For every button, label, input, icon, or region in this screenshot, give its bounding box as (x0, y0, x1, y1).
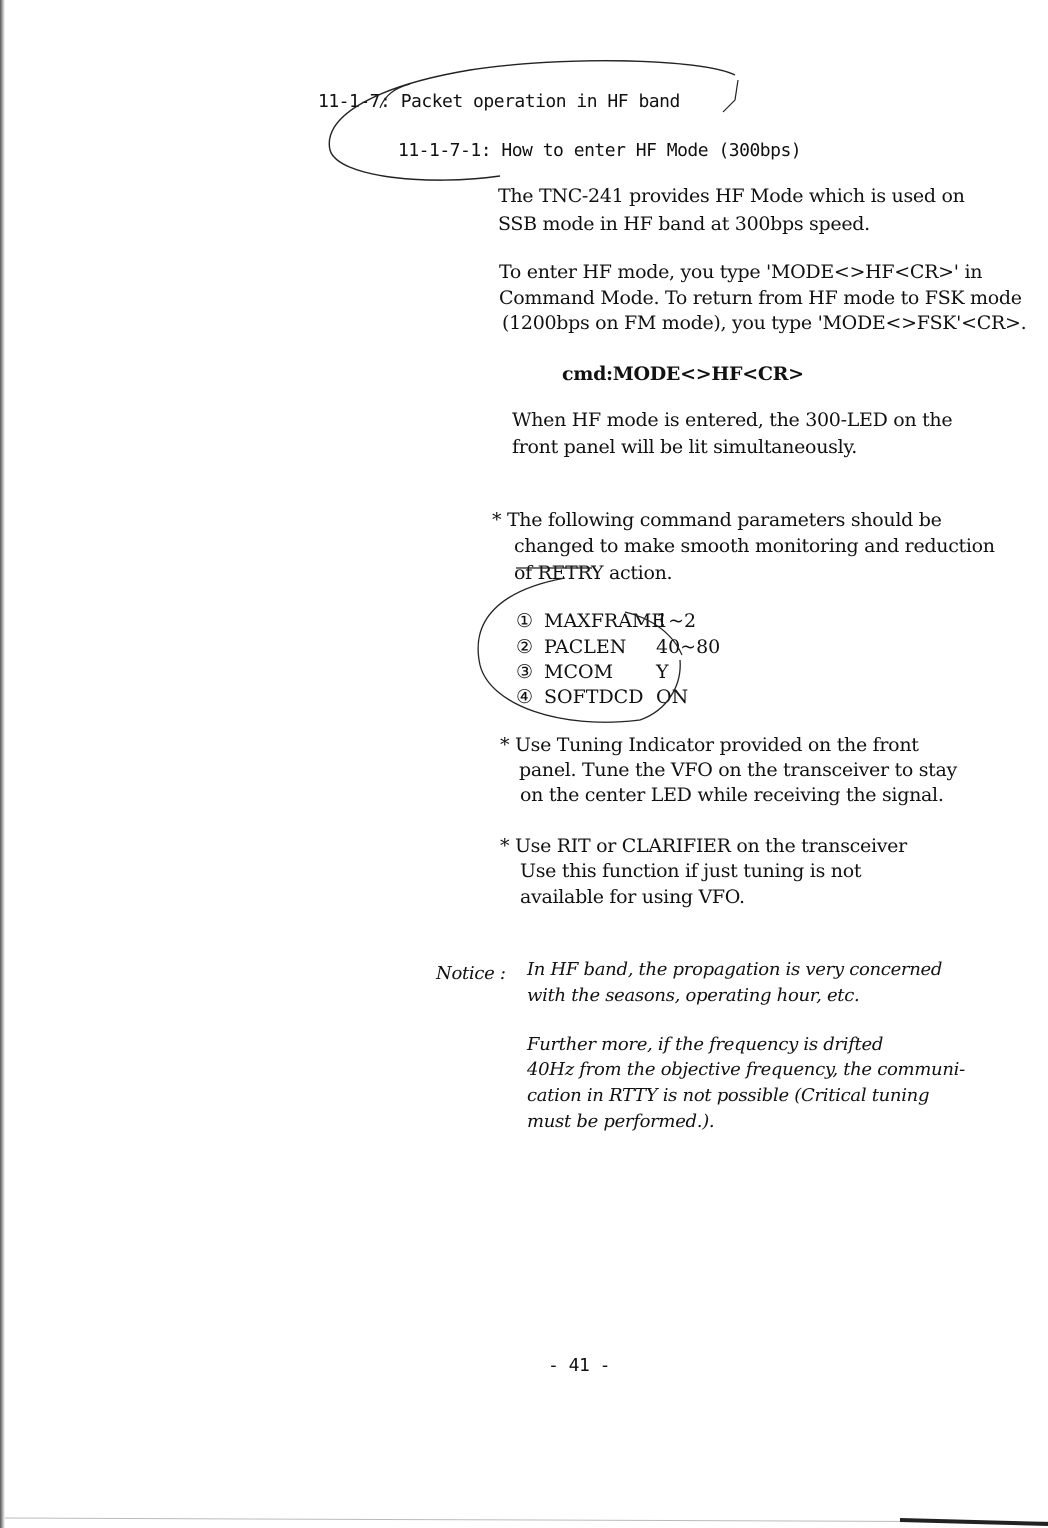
heading-strike-mark (380, 84, 410, 108)
notice-p1-line-2: with the seasons, operating hour, etc. (527, 985, 860, 1006)
param-number: ① (516, 610, 534, 632)
howto-line-3: (1200bps on FM mode), you type 'MODE<>FSK'<CR>. (502, 312, 1027, 334)
param-name: MAXFRAME (544, 610, 666, 632)
command-example: cmd:MODE<>HF<CR> (562, 363, 804, 385)
param-name: SOFTDCD (544, 686, 644, 708)
notice-p2-line-4: must be performed.). (527, 1111, 715, 1132)
param-number: ② (516, 636, 534, 658)
intro-line-2: SSB mode in HF band at 300bps speed. (498, 213, 870, 235)
page-number: - 41 - (548, 1355, 611, 1376)
param-value: Y (656, 661, 669, 683)
notice-p2-line-1: Further more, if the frequency is drifted (527, 1034, 884, 1055)
params-note-line-1: * The following command parameters should be (492, 509, 942, 531)
param-number: ③ (516, 661, 534, 683)
scan-bottom-line (5, 1518, 1048, 1522)
param-value: 40~80 (656, 636, 721, 658)
heading-circle-tail (723, 80, 738, 112)
param-number: ④ (516, 686, 534, 708)
led-note-line-1: When HF mode is entered, the 300-LED on the (512, 409, 953, 431)
heading-circle-stroke (329, 61, 735, 180)
notice-p1-line-1: In HF band, the propagation is very concerned (527, 959, 943, 980)
param-name: PACLEN (544, 636, 627, 658)
section-heading: 11-1-7: Packet operation in HF band (318, 91, 680, 112)
tip2-line-2: Use this function if just tuning is not (520, 860, 862, 882)
params-circle-arc (625, 612, 682, 655)
params-note-line-3: of RETRY action. (514, 562, 673, 584)
params-note-line-2: changed to make smooth monitoring and reduction (514, 535, 995, 557)
tip1-line-2: panel. Tune the VFO on the transceiver to stay (519, 759, 957, 781)
howto-line-2: Command Mode. To return from HF mode to FSK mode (499, 287, 1022, 309)
tip2-line-1: * Use RIT or CLARIFIER on the transceiver (500, 835, 907, 857)
notice-label: Notice : (436, 963, 506, 984)
notice-p2-line-2: 40Hz from the objective frequency, the communi- (527, 1059, 965, 1080)
tip1-line-1: * Use Tuning Indicator provided on the front (500, 734, 919, 756)
subsection-heading: 11-1-7-1: How to enter HF Mode (300bps) (398, 140, 802, 161)
param-value: ON (656, 686, 689, 708)
param-name: MCOM (544, 661, 614, 683)
params-circle-stroke (478, 578, 680, 722)
tip1-line-3: on the center LED while receiving the signal. (520, 784, 944, 806)
notice-p2-line-3: cation in RTTY is not possible (Critical tuning (527, 1085, 930, 1106)
tip2-line-3: available for using VFO. (520, 886, 745, 908)
intro-line-1: The TNC-241 provides HF Mode which is used on (498, 185, 965, 207)
param-value: 1~2 (656, 610, 697, 632)
howto-line-1: To enter HF mode, you type 'MODE<>HF<CR>' in (499, 261, 983, 283)
led-note-line-2: front panel will be lit simultaneously. (512, 436, 858, 458)
scan-bottom-mark (900, 1520, 1048, 1524)
